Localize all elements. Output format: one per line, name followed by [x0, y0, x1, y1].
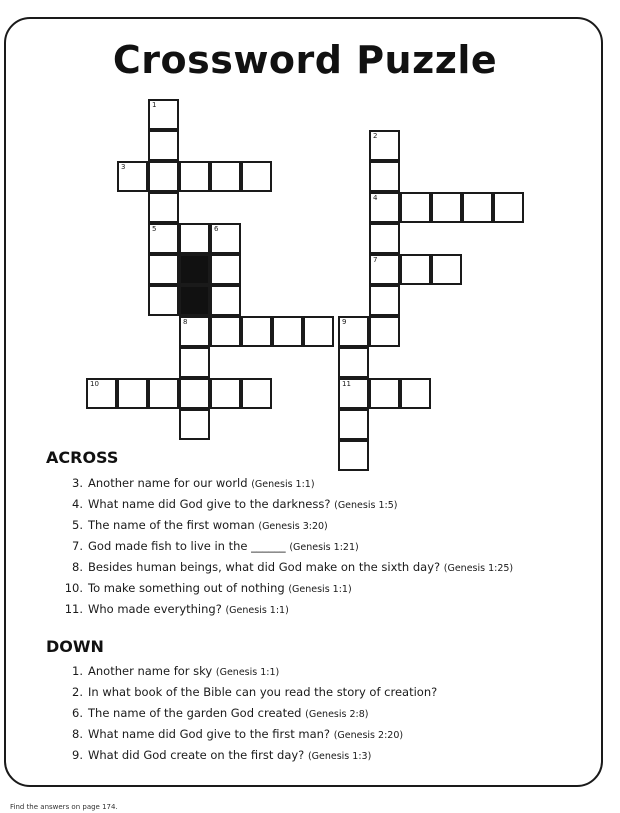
clue-number-label: 6	[214, 225, 219, 233]
across-clue-list	[50, 473, 590, 620]
crossword-cell[interactable]	[179, 378, 210, 409]
clue-reference: (Genesis 2:8)	[305, 709, 369, 720]
crossword-cell[interactable]	[179, 161, 210, 192]
clue-number: 7.	[72, 539, 83, 553]
clue-reference: (Genesis 1:25)	[443, 563, 514, 574]
crossword-cell[interactable]	[210, 223, 241, 254]
crossword-cell[interactable]	[148, 223, 179, 254]
clue-number: 8.	[72, 560, 83, 574]
crossword-cell[interactable]	[117, 161, 148, 192]
crossword-cell[interactable]	[431, 254, 462, 285]
clue-number: 6.	[72, 706, 83, 720]
crossword-cell[interactable]	[148, 161, 179, 192]
crossword-cell[interactable]	[303, 316, 334, 347]
down-clue	[50, 745, 590, 766]
crossword-cell[interactable]	[210, 285, 241, 316]
crossword-cell[interactable]	[369, 161, 400, 192]
clue-reference: (Genesis 1:1)	[225, 605, 289, 616]
clue-number: 5.	[72, 518, 83, 532]
across-clue	[50, 515, 590, 536]
clue-number: 9.	[72, 748, 83, 762]
clue-number-label: 5	[152, 225, 157, 233]
crossword-cell[interactable]	[210, 254, 241, 285]
across-clue	[50, 557, 590, 578]
clue-text: What name did God give to the first man?	[88, 727, 331, 741]
crossword-cell[interactable]	[369, 130, 400, 161]
clue-number-label: 11	[342, 380, 351, 388]
crossword-cell[interactable]	[241, 316, 272, 347]
crossword-cell[interactable]	[179, 316, 210, 347]
clue-reference: (Genesis 1:3)	[307, 751, 372, 762]
clue-number: 8.	[72, 727, 83, 741]
down-clue-list	[50, 661, 590, 766]
clue-text: God made fish to live in the ______	[88, 539, 286, 553]
crossword-cell[interactable]	[493, 192, 524, 223]
crossword-cell[interactable]	[338, 440, 369, 471]
clue-reference: (Genesis 1:21)	[289, 542, 359, 553]
crossword-cell[interactable]	[272, 316, 303, 347]
crossword-cell[interactable]	[369, 223, 400, 254]
clue-reference: (Genesis 1:1)	[251, 479, 315, 490]
crossword-cell[interactable]	[148, 285, 179, 316]
clue-number: 4.	[72, 497, 83, 511]
clue-text: The name of the first woman	[88, 518, 255, 532]
down-clue	[50, 703, 590, 724]
clue-text: In what book of the Bible can you read the story of creation?	[88, 685, 438, 699]
crossword-cell[interactable]	[241, 161, 272, 192]
across-heading: ACROSS	[46, 448, 119, 467]
clue-reference: (Genesis 3:20)	[258, 521, 328, 532]
clue-number: 1.	[72, 664, 83, 678]
crossword-cell[interactable]	[179, 223, 210, 254]
crossword-cell[interactable]	[210, 161, 241, 192]
crossword-cell[interactable]	[400, 378, 431, 409]
crossword-cell[interactable]	[431, 192, 462, 223]
page-title: Crossword Puzzle	[112, 38, 498, 82]
clue-text: Another name for sky	[88, 664, 213, 678]
across-clue	[50, 578, 590, 599]
down-heading: DOWN	[46, 637, 104, 656]
clue-number: 10.	[64, 581, 83, 595]
crossword-cell[interactable]	[148, 192, 179, 223]
clue-number-label: 10	[90, 380, 99, 388]
down-clue	[50, 682, 590, 703]
crossword-cell[interactable]	[241, 378, 272, 409]
clue-number-label: 1	[152, 101, 157, 109]
across-clue	[50, 536, 590, 557]
crossword-cell[interactable]	[210, 316, 241, 347]
clue-reference: (Genesis 1:5)	[334, 500, 398, 511]
clue-text: Besides human beings, what did God make on the sixth day?	[88, 560, 441, 574]
crossword-cell[interactable]	[148, 378, 179, 409]
crossword-cell[interactable]	[86, 378, 117, 409]
crossword-cell[interactable]	[338, 378, 369, 409]
clue-number-label: 3	[121, 163, 126, 171]
crossword-cell[interactable]	[369, 378, 400, 409]
clue-number: 11.	[64, 602, 83, 616]
clue-reference: (Genesis 2:20)	[333, 730, 404, 741]
clue-number-label: 9	[342, 318, 347, 326]
clue-reference: (Genesis 1:1)	[215, 667, 280, 678]
crossword-cell[interactable]	[210, 378, 241, 409]
clue-number-label: 7	[373, 256, 378, 264]
clue-text: The name of the garden God created	[88, 706, 302, 720]
crossword-cell[interactable]	[400, 192, 431, 223]
crossword-cell[interactable]	[179, 409, 210, 440]
clue-text: Who made everything?	[88, 602, 222, 616]
crossword-cell[interactable]	[338, 409, 369, 440]
clue-number-label: 8	[183, 318, 188, 326]
across-clue	[50, 473, 590, 494]
clue-number: 3.	[72, 476, 83, 490]
crossword-cell[interactable]	[369, 316, 400, 347]
crossword-cell[interactable]	[148, 99, 179, 130]
down-clue	[50, 724, 590, 745]
clue-reference: (Genesis 1:1)	[288, 584, 352, 595]
clue-number-label: 4	[373, 194, 378, 202]
crossword-cell[interactable]	[369, 254, 400, 285]
crossword-cell[interactable]	[369, 285, 400, 316]
across-clue	[50, 599, 590, 620]
crossword-black-cell	[179, 285, 210, 316]
crossword-cell[interactable]	[179, 347, 210, 378]
crossword-cell[interactable]	[338, 347, 369, 378]
crossword-cell[interactable]	[462, 192, 493, 223]
clue-number: 2.	[72, 685, 83, 699]
across-clue	[50, 494, 590, 515]
clue-text: What did God create on the first day?	[88, 748, 305, 762]
crossword-black-cell	[179, 254, 210, 285]
crossword-cell[interactable]	[338, 316, 369, 347]
clue-text: Another name for our world	[88, 476, 248, 490]
crossword-cell[interactable]	[369, 192, 400, 223]
clue-text: What name did God give to the darkness?	[88, 497, 331, 511]
crossword-cell[interactable]	[148, 254, 179, 285]
crossword-cell[interactable]	[148, 130, 179, 161]
crossword-cell[interactable]	[117, 378, 148, 409]
clue-text: To make something out of nothing	[88, 581, 285, 595]
crossword-cell[interactable]	[400, 254, 431, 285]
clue-number-label: 2	[373, 132, 378, 140]
down-clue	[50, 661, 590, 682]
footer-note: Find the answers on page 174.	[10, 803, 118, 811]
